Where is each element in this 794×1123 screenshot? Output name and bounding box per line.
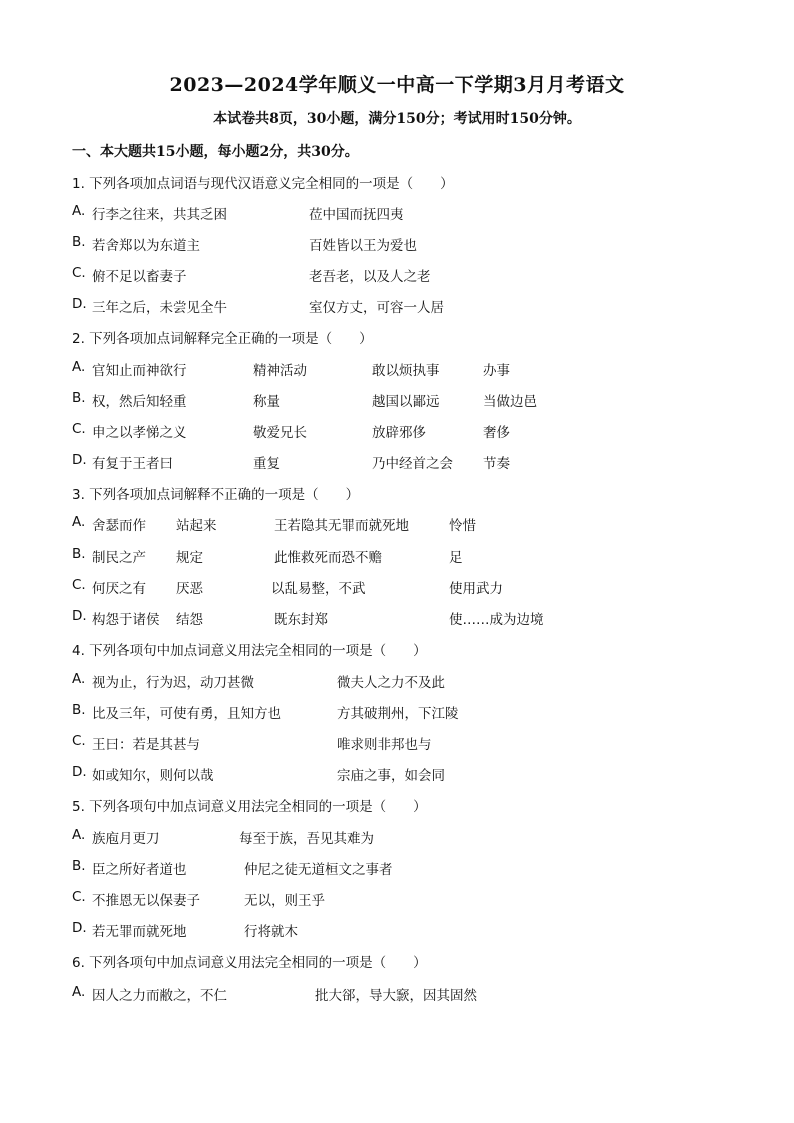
option-text-2: 方其破荆州，下江陵 — [337, 706, 459, 722]
question-2-option-a[interactable] — [72, 359, 732, 379]
option-letter: A. — [72, 359, 86, 375]
option-letter: A. — [72, 984, 86, 1000]
option-text-1: 臣之所好者道也 — [92, 862, 187, 878]
option-text-1: 俯不足以畜妻子 — [92, 269, 187, 285]
option-text-1: 不推恩无以保妻子 — [92, 893, 200, 909]
option-text-2: 王若隐其无罪而就死地 — [274, 518, 409, 534]
option-letter: D. — [72, 920, 87, 936]
option-gloss-1: 称量 — [253, 394, 280, 410]
option-text-1: 权，然后知轻重 — [92, 394, 187, 410]
option-text-2: 放辟邪侈 — [372, 425, 426, 441]
question-1-option-c[interactable] — [72, 265, 732, 285]
option-letter: C. — [72, 733, 86, 749]
option-text-1: 族庖月更刀 — [92, 831, 160, 847]
option-text-1: 三年之后，未尝见全牛 — [92, 300, 227, 316]
option-letter: B. — [72, 234, 86, 250]
option-text-1: 比及三年，可使有勇，且知方也 — [92, 706, 281, 722]
option-gloss-2: 奢侈 — [483, 425, 510, 441]
question-5-option-b[interactable] — [72, 858, 732, 878]
option-gloss-1: 敬爱兄长 — [253, 425, 307, 441]
option-text-1: 官知止而神欲行 — [92, 363, 187, 379]
option-gloss-1: 精神活动 — [253, 363, 307, 379]
question-2-option-b[interactable] — [72, 390, 732, 410]
option-text-1: 因人之力而敝之，不仁 — [92, 988, 227, 1004]
option-text-1: 制民之产 — [92, 550, 146, 566]
question-2-stem: 2. 下列各项加点词解释完全正确的一项是（ ） — [72, 331, 373, 347]
option-text-2: 仲尼之徒无道桓文之事者 — [244, 862, 393, 878]
option-text-2: 室仅方丈，可容一人居 — [309, 300, 444, 316]
option-text-1: 有复于王者曰 — [92, 456, 173, 472]
option-letter: A. — [72, 671, 86, 687]
option-letter: D. — [72, 452, 87, 468]
question-1-option-b[interactable] — [72, 234, 732, 254]
question-4-option-c[interactable] — [72, 733, 732, 753]
section-heading: 一、本大题共15小题，每小题2分，共30分。 — [72, 144, 359, 160]
question-1-stem: 1. 下列各项加点词语与现代汉语意义完全相同的一项是（ ） — [72, 176, 454, 192]
question-4-option-b[interactable] — [72, 702, 732, 722]
option-text-1: 王曰：若是其甚与 — [92, 737, 200, 753]
option-text-2: 每至于族，吾见其难为 — [239, 831, 374, 847]
option-gloss-1: 站起来 — [176, 518, 217, 534]
question-3-stem: 3. 下列各项加点词解释不正确的一项是（ ） — [72, 487, 360, 503]
option-text-1: 若舍郑以为东道主 — [92, 238, 200, 254]
option-text-2: 老吾老，以及人之老 — [309, 269, 431, 285]
option-text-2: 百姓皆以王为爱也 — [309, 238, 417, 254]
option-gloss-1: 重复 — [253, 456, 280, 472]
option-letter: D. — [72, 764, 87, 780]
option-letter: B. — [72, 702, 86, 718]
option-text-1: 舍瑟而作 — [92, 518, 146, 534]
option-text-1: 何厌之有 — [92, 581, 146, 597]
option-text-2: 乃中经首之会 — [372, 456, 453, 472]
option-text-1: 视为止，行为迟，动刀甚微 — [92, 675, 254, 691]
option-letter: B. — [72, 858, 86, 874]
question-4-stem: 4. 下列各项句中加点词意义用法完全相同的一项是（ ） — [72, 643, 427, 659]
exam-title: 2023—2024学年顺义一中高一下学期3月月考语文 — [169, 74, 625, 96]
question-3-option-c[interactable] — [72, 577, 732, 597]
option-gloss-1: 规定 — [176, 550, 203, 566]
question-1-option-d[interactable] — [72, 296, 732, 316]
option-gloss-1: 结怨 — [176, 612, 203, 628]
option-gloss-2: 使用武力 — [449, 581, 503, 597]
option-text-1: 行李之往来，共其乏困 — [92, 207, 227, 223]
option-letter: B. — [72, 546, 86, 562]
option-text-2: 行将就木 — [244, 924, 298, 940]
option-gloss-2: 使……成为边境 — [449, 612, 544, 628]
question-2-option-d[interactable] — [72, 452, 732, 472]
option-text-2: 既东封郑 — [274, 612, 328, 628]
option-text-1: 构怨于诸侯 — [92, 612, 160, 628]
option-text-2: 越国以鄙远 — [372, 394, 440, 410]
option-text-1: 如或知尔，则何以哉 — [92, 768, 214, 784]
option-letter: C. — [72, 889, 86, 905]
option-letter: A. — [72, 514, 86, 530]
option-gloss-2: 当做边邑 — [483, 394, 537, 410]
question-4-option-d[interactable] — [72, 764, 732, 784]
option-text-2: 唯求则非邦也与 — [337, 737, 432, 753]
option-letter: C. — [72, 577, 86, 593]
option-text-2: 微夫人之力不及此 — [337, 675, 445, 691]
option-gloss-2: 足 — [449, 550, 463, 566]
question-5-option-a[interactable] — [72, 827, 732, 847]
question-6-option-a[interactable] — [72, 984, 732, 1004]
option-gloss-2: 节奏 — [483, 456, 510, 472]
option-text-2: 此惟救死而恐不赡 — [274, 550, 382, 566]
question-4-option-a[interactable] — [72, 671, 732, 691]
option-text-2: 莅中国而抚四夷 — [309, 207, 404, 223]
question-3-option-b[interactable] — [72, 546, 732, 566]
option-letter: C. — [72, 265, 86, 281]
option-letter: A. — [72, 203, 86, 219]
option-text-1: 申之以孝悌之义 — [92, 425, 187, 441]
exam-subtitle: 本试卷共8页，30小题，满分150分；考试用时150分钟。 — [213, 111, 581, 127]
option-text-1: 若无罪而就死地 — [92, 924, 187, 940]
option-text-2: 无以，则王乎 — [244, 893, 325, 909]
option-letter: D. — [72, 608, 87, 624]
option-letter: A. — [72, 827, 86, 843]
option-gloss-2: 怜惜 — [449, 518, 476, 534]
option-gloss-2: 办事 — [483, 363, 510, 379]
option-text-2: 以乱易整，不武 — [271, 581, 366, 597]
option-letter: C. — [72, 421, 86, 437]
question-3-option-a[interactable] — [72, 514, 732, 534]
option-letter: D. — [72, 296, 87, 312]
option-letter: B. — [72, 390, 86, 406]
option-gloss-1: 厌恶 — [176, 581, 203, 597]
question-5-option-d[interactable] — [72, 920, 732, 940]
question-3-option-d[interactable] — [72, 608, 732, 628]
option-text-2: 批大郤，导大窾，因其固然 — [315, 988, 477, 1004]
question-1-option-a[interactable] — [72, 203, 732, 223]
option-text-2: 宗庙之事，如会同 — [337, 768, 445, 784]
question-5-option-c[interactable] — [72, 889, 732, 909]
question-2-option-c[interactable] — [72, 421, 732, 441]
question-5-stem: 5. 下列各项句中加点词意义用法完全相同的一项是（ ） — [72, 799, 427, 815]
question-6-stem: 6. 下列各项句中加点词意义用法完全相同的一项是（ ） — [72, 955, 427, 971]
option-text-2: 敢以烦执事 — [372, 363, 440, 379]
